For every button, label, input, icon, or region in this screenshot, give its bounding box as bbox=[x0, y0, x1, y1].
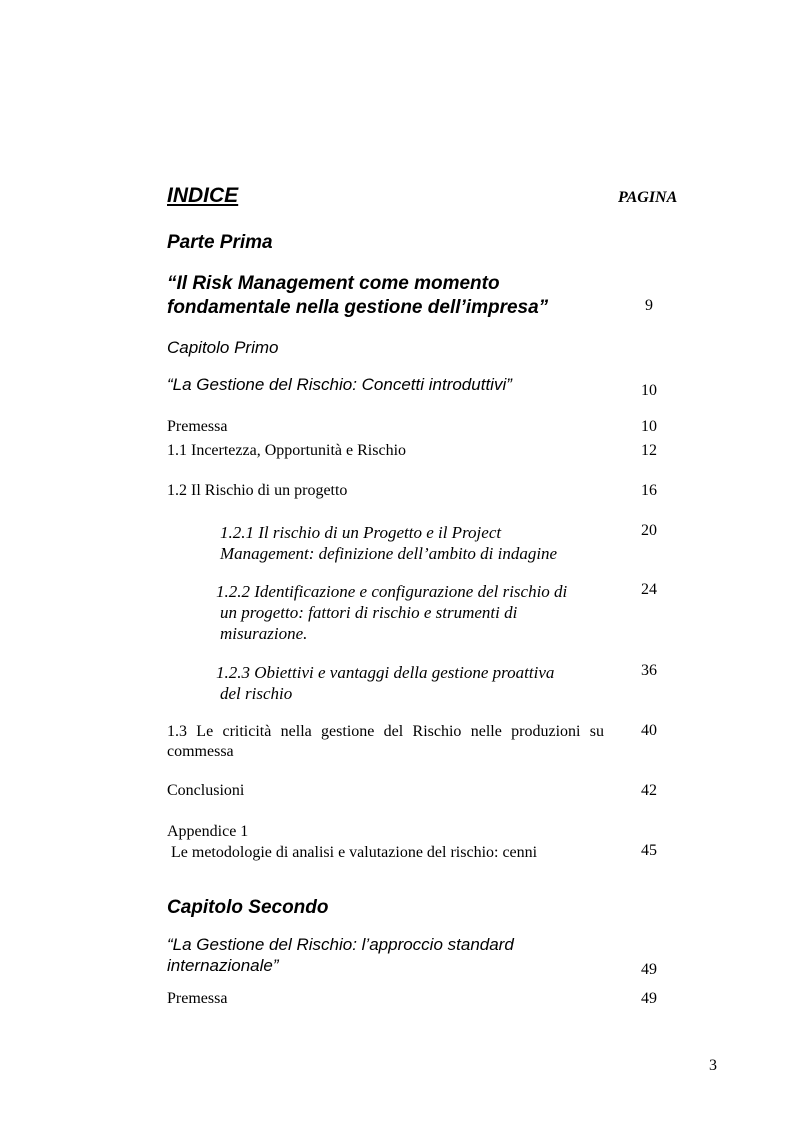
toc-entry-appendice bbox=[167, 821, 537, 863]
toc-entry-1-2-1-line1: 1.2.1 Il rischio di un Progetto e il Project bbox=[220, 523, 502, 542]
toc-page-appendice: 45 bbox=[641, 842, 657, 859]
toc-entry-1-2-3-line2: del rischio bbox=[220, 684, 293, 703]
toc-entry-1-3 bbox=[167, 722, 604, 762]
page-column-label: PAGINA bbox=[618, 189, 678, 206]
chapter1-title: “La Gestione del Rischio: Concetti introduttivi” bbox=[167, 375, 512, 394]
toc-entry-1-2-2-line2: un progetto: fattori di rischio e strumenti di bbox=[220, 603, 518, 622]
toc-entry-1-2-1-line2: Management: definizione dell’ambito di indagine bbox=[220, 544, 558, 563]
toc-page-1-2-3: 36 bbox=[641, 662, 657, 679]
toc-entry-1-2-3 bbox=[216, 662, 554, 704]
index-title: INDICE bbox=[167, 184, 239, 207]
toc-entry-premessa: Premessa bbox=[167, 418, 228, 435]
part-label: Parte Prima bbox=[167, 232, 273, 253]
toc-entry-1-2-1 bbox=[220, 522, 557, 564]
toc-entry-1-1: 1.1 Incertezza, Opportunità e Rischio bbox=[167, 442, 407, 459]
part-title-line1: “Il Risk Management come momento bbox=[167, 273, 500, 294]
toc-page-1-2: 16 bbox=[641, 482, 657, 499]
chapter1-page-number: 10 bbox=[641, 382, 657, 399]
toc-entry-1-2-2 bbox=[216, 581, 567, 644]
toc-entry-appendice-line2: Le metodologie di analisi e valutazione del rischio: cenni bbox=[171, 844, 538, 861]
toc-page-conclusioni: 42 bbox=[641, 782, 657, 799]
toc-page-1-3: 40 bbox=[641, 722, 657, 739]
toc-entry-appendice-line1: Appendice 1 bbox=[167, 823, 249, 840]
chapter1-label: Capitolo Primo bbox=[167, 338, 279, 357]
footer-page-number: 3 bbox=[709, 1057, 717, 1074]
toc-page-1-2-1: 20 bbox=[641, 522, 657, 539]
toc-entry-1-3-line1: 1.3 Le criticità nella gestione del Rischio nelle produzioni su bbox=[167, 723, 604, 740]
chapter2-title bbox=[167, 934, 514, 976]
toc-page-1-1: 12 bbox=[641, 442, 657, 459]
toc-entry-1-2-2-line3: misurazione. bbox=[220, 624, 308, 643]
part-title bbox=[167, 272, 548, 320]
toc-entry-1-2-3-line1: 1.2.3 Obiettivi e vantaggi della gestione proattiva bbox=[216, 663, 555, 682]
part-page-number: 9 bbox=[645, 297, 653, 314]
toc-page-1-2-2: 24 bbox=[641, 581, 657, 598]
toc-entry-premessa-ch2: Premessa bbox=[167, 990, 228, 1007]
toc-entry-1-2-2-line1: 1.2.2 Identificazione e configurazione del rischio di bbox=[216, 582, 568, 601]
chapter2-title-line2: internazionale” bbox=[167, 956, 279, 975]
part-title-line2: fondamentale nella gestione dell’impresa” bbox=[167, 297, 549, 318]
chapter2-label: Capitolo Secondo bbox=[167, 897, 329, 918]
chapter2-title-line1: “La Gestione del Rischio: l’approccio standard bbox=[167, 935, 514, 954]
toc-page-premessa: 10 bbox=[641, 418, 657, 435]
toc-page-premessa-ch2: 49 bbox=[641, 990, 657, 1007]
toc-entry-conclusioni: Conclusioni bbox=[167, 782, 245, 799]
chapter2-page-number: 49 bbox=[641, 961, 657, 978]
toc-entry-1-3-line2: commessa bbox=[167, 743, 234, 760]
toc-entry-1-2: 1.2 Il Rischio di un progetto bbox=[167, 482, 348, 499]
